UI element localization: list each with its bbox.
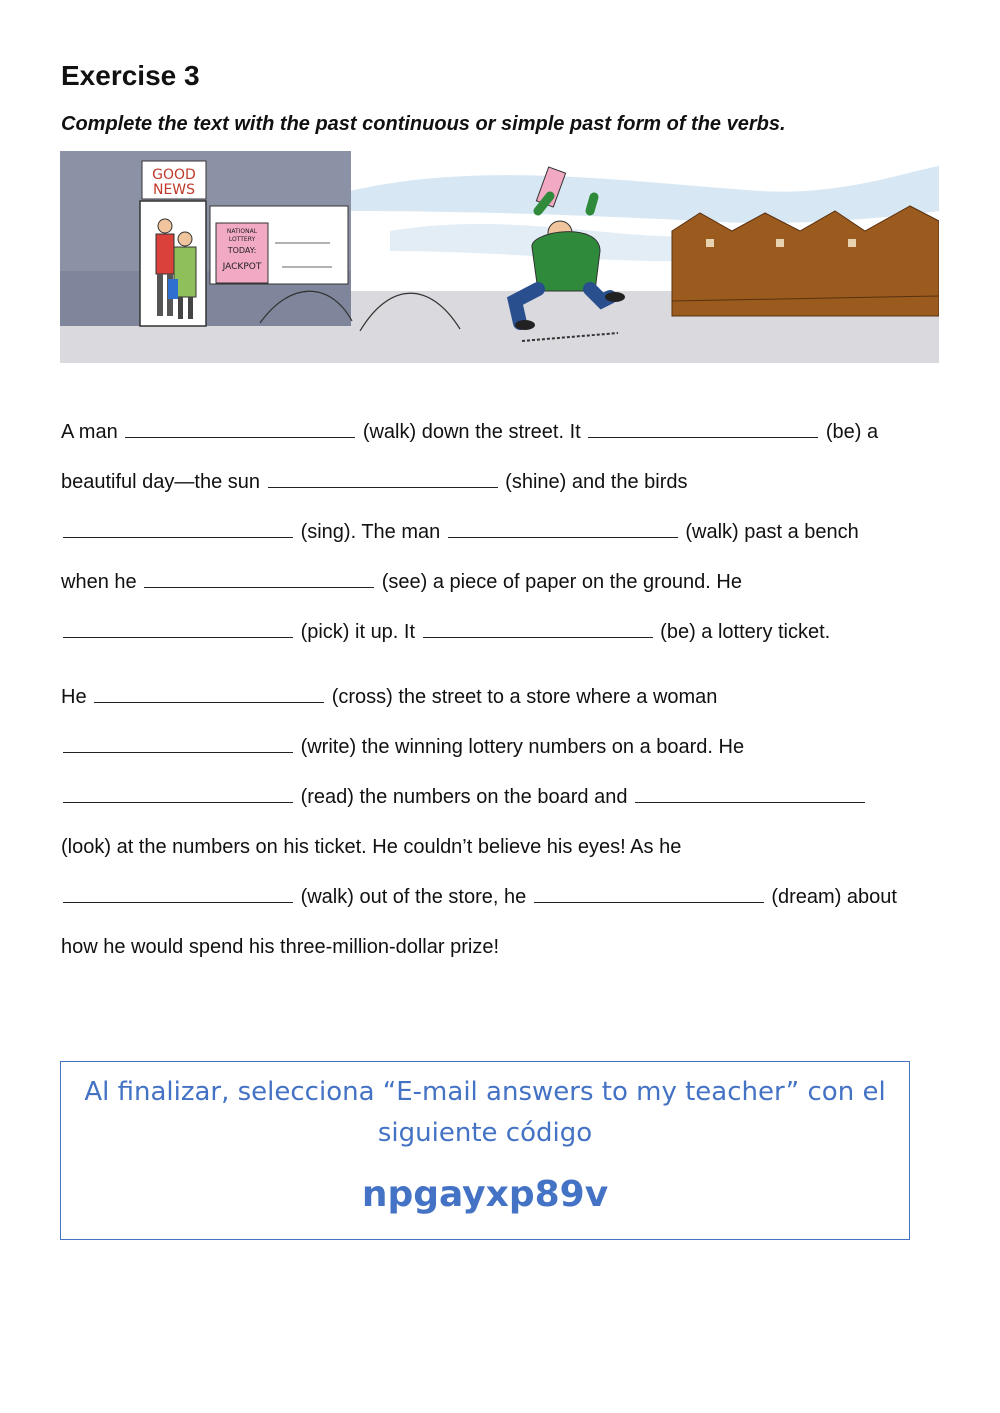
passage-line [61, 570, 742, 594]
passage-text: (walk) past a bench [685, 521, 859, 543]
svg-text:JACKPOT: JACKPOT [222, 262, 262, 272]
answer-blank[interactable] [588, 422, 818, 438]
passage-line [61, 520, 859, 544]
answer-blank[interactable] [534, 887, 764, 903]
passage-text: (walk) down the street. It [362, 421, 581, 443]
passage-line [61, 620, 830, 644]
passage-text: (be) a [825, 421, 879, 443]
passage-text: (write) the winning lottery numbers on a board. He [300, 736, 745, 758]
passage-text: (be) a lottery ticket. [660, 621, 831, 643]
answer-blank[interactable] [423, 622, 653, 638]
shop-sign-line2: NEWS [152, 182, 196, 198]
answer-blank[interactable] [125, 422, 355, 438]
passage-line [61, 470, 687, 494]
lottery-illustration [60, 151, 939, 363]
answer-blank[interactable] [63, 737, 293, 753]
passage-line [61, 835, 681, 859]
answer-blank[interactable] [144, 572, 374, 588]
answer-blank[interactable] [94, 687, 324, 703]
svg-text:TODAY:: TODAY: [227, 246, 257, 255]
passage-text: (sing). The man [300, 521, 441, 543]
exercise-title: Exercise 3 [61, 60, 200, 91]
answer-blank[interactable] [63, 522, 293, 538]
passage-text: (see) a piece of paper on the ground. He [381, 571, 742, 593]
answer-blank[interactable] [63, 622, 293, 638]
svg-text:NATIONAL: NATIONAL [226, 228, 258, 235]
passage-text: beautiful day—the sun [61, 471, 261, 493]
answer-blank[interactable] [63, 887, 293, 903]
svg-text:LOTTERY: LOTTERY [228, 236, 256, 243]
answer-blank[interactable] [448, 522, 678, 538]
exercise-instructions: Complete the text with the past continuous or simple past form of the verbs. [61, 113, 786, 135]
passage-line [61, 735, 744, 759]
teacher-notice-box [60, 1061, 910, 1240]
notice-instructions: Al finalizar, selecciona “E-mail answers to my teacher” con el siguiente código [84, 1077, 886, 1148]
passage-text: (shine) and the birds [505, 471, 688, 493]
teacher-code: npgayxp89v [361, 1174, 609, 1215]
answer-blank[interactable] [268, 472, 498, 488]
passage-text: (dream) about [771, 886, 897, 908]
passage-line [61, 785, 867, 809]
passage-text: (cross) the street to a store where a woman [331, 686, 718, 708]
sky-streak [350, 166, 939, 223]
shop-sign-line1: GOOD [152, 167, 196, 183]
passage-line [61, 935, 499, 959]
passage-text: when he [61, 571, 137, 593]
passage-text: He [61, 686, 87, 708]
passage-text: how he would spend his three-million-dollar prize! [61, 936, 499, 958]
passage-text: (walk) out of the store, he [300, 886, 527, 908]
passage-text: (read) the numbers on the board and [300, 786, 628, 808]
passage-line [61, 885, 897, 909]
passage-text: A man [61, 421, 118, 443]
passage-line [61, 685, 717, 709]
passage-text: (look) at the numbers on his ticket. He couldn’t believe his eyes! As he [61, 836, 682, 858]
passage-line [61, 420, 878, 444]
wooden-fence [672, 206, 939, 316]
answer-blank[interactable] [63, 787, 293, 803]
answer-blank[interactable] [635, 787, 865, 803]
passage-text: (pick) it up. It [300, 621, 416, 643]
